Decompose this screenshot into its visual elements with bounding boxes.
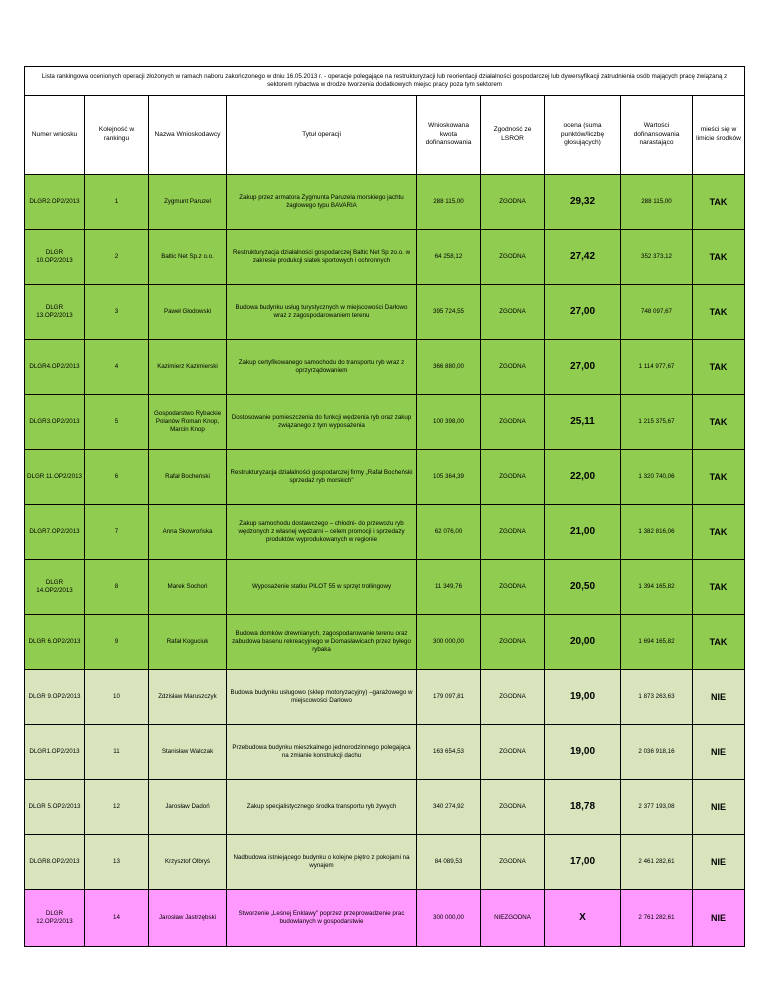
cell-ocena: 20,50 <box>545 560 621 615</box>
cell-ocena: 27,42 <box>545 230 621 285</box>
cell-wnioskodawca: Zygmunt Paruzel <box>149 175 227 230</box>
cell-kolejnosc: 7 <box>85 505 149 560</box>
cell-ocena: 17,00 <box>545 835 621 890</box>
cell-tytul-operacji: Zakup samochodu dostawczego – chłodni- do przewozu ryb wędzonych z własnej wędzarni – celem promocji i sprzedaży produktów wyprodukowanych w regionie <box>227 505 417 560</box>
cell-wnioskodawca: Kazimierz Kazimierski <box>149 340 227 395</box>
cell-tytul-operacji: Budowa budynku usług turystycznych w miejscowości Darłowo wraz z zagospodarowaniem terenu <box>227 285 417 340</box>
cell-narastajaco: 1 694 165,82 <box>621 615 693 670</box>
cell-tytul-operacji: Przebudowa budynku mieszkalnego jednorodzinnego polegająca na zmianie konstrukcji dachu <box>227 725 417 780</box>
cell-numer-wniosku: DLGR 9.OP2/2013 <box>25 670 85 725</box>
cell-wnioskodawca: Rafał Koguciuk <box>149 615 227 670</box>
header-numer-wniosku: Numer wniosku <box>25 96 85 175</box>
cell-wnioskodawca: Paweł Głodowski <box>149 285 227 340</box>
table-row <box>25 395 745 450</box>
cell-ocena: 21,00 <box>545 505 621 560</box>
cell-kolejnosc: 14 <box>85 890 149 947</box>
cell-kolejnosc: 4 <box>85 340 149 395</box>
cell-numer-wniosku: DLGR 12.OP2/2013 <box>25 890 85 947</box>
cell-ocena: 29,32 <box>545 175 621 230</box>
cell-tytul-operacji: Restrukturyzacja działalności gospodarczej Baltic Net Sp zo.o. w zakresie produkcji siatek sportowych i ochronnych <box>227 230 417 285</box>
cell-wnioskodawca: Jarosław Jastrzębski <box>149 890 227 947</box>
header-row <box>25 96 745 175</box>
header-zgodnosc: Zgodność ze LSROR <box>481 96 545 175</box>
header-wnioskowana-kwota: Wnioskowana kwota dofinansowania <box>417 96 481 175</box>
cell-kolejnosc: 8 <box>85 560 149 615</box>
cell-wnioskodawca: Zdzisław Maruszczyk <box>149 670 227 725</box>
table-row <box>25 780 745 835</box>
cell-kolejnosc: 11 <box>85 725 149 780</box>
cell-ocena: 20,00 <box>545 615 621 670</box>
cell-kolejnosc: 5 <box>85 395 149 450</box>
cell-limit: NIE <box>693 835 745 890</box>
cell-narastajaco: 1 382 816,06 <box>621 505 693 560</box>
table-row <box>25 890 745 947</box>
header-wartosci-narastajaco: Wartości dofinansowania narastająco <box>621 96 693 175</box>
cell-wnioskodawca: Krzysztof Olbryś <box>149 835 227 890</box>
cell-limit: NIE <box>693 780 745 835</box>
cell-narastajaco: 288 115,00 <box>621 175 693 230</box>
cell-zgodnosc: ZGODNA <box>481 835 545 890</box>
table-row <box>25 175 745 230</box>
cell-limit: NIE <box>693 670 745 725</box>
cell-limit: TAK <box>693 505 745 560</box>
cell-ocena: 18,78 <box>545 780 621 835</box>
cell-narastajaco: 1 114 977,67 <box>621 340 693 395</box>
cell-kwota: 288 115,00 <box>417 175 481 230</box>
cell-zgodnosc: ZGODNA <box>481 670 545 725</box>
cell-limit: NIE <box>693 890 745 947</box>
table-row <box>25 835 745 890</box>
cell-wnioskodawca: Anna Skowrońska <box>149 505 227 560</box>
cell-kwota: 163 654,53 <box>417 725 481 780</box>
cell-ocena: X <box>545 890 621 947</box>
cell-kwota: 64 258,12 <box>417 230 481 285</box>
cell-numer-wniosku: DLGR 5.OP2/2013 <box>25 780 85 835</box>
cell-zgodnosc: ZGODNA <box>481 725 545 780</box>
cell-kwota: 300 000,00 <box>417 890 481 947</box>
cell-zgodnosc: ZGODNA <box>481 560 545 615</box>
table-row <box>25 230 745 285</box>
cell-kwota: 340 274,92 <box>417 780 481 835</box>
cell-narastajaco: 1 215 375,67 <box>621 395 693 450</box>
table-title: Lista rankingowa ocenionych operacji złożonych w ramach naboru zakończonego w dniu 16.05.2013 r. - operacje polegające na restrukturyzacji lub reorientacji działalności gospodarczej lub dywersyfikacji zatrudnienia osób mających pracę związaną z sektorem rybactwa w drodze tworzenia dodatkowych miejsc pracy poza tym sektorem <box>25 67 745 96</box>
cell-kolejnosc: 3 <box>85 285 149 340</box>
cell-numer-wniosku: DLGR3.OP2/2013 <box>25 395 85 450</box>
cell-limit: TAK <box>693 560 745 615</box>
cell-zgodnosc: ZGODNA <box>481 615 545 670</box>
cell-narastajaco: 2 036 918,16 <box>621 725 693 780</box>
cell-kwota: 395 724,55 <box>417 285 481 340</box>
header-kolejnosc: Kolejność w rankingu <box>85 96 149 175</box>
cell-zgodnosc: ZGODNA <box>481 175 545 230</box>
cell-ocena: 19,00 <box>545 670 621 725</box>
cell-kolejnosc: 9 <box>85 615 149 670</box>
cell-zgodnosc: ZGODNA <box>481 505 545 560</box>
cell-tytul-operacji: Wyposażenie statku PILOT 55 w sprzęt trollingowy <box>227 560 417 615</box>
cell-wnioskodawca: Marek Sochoń <box>149 560 227 615</box>
cell-kwota: 84 089,53 <box>417 835 481 890</box>
cell-tytul-operacji: Nadbudowa istniejącego budynku o kolejne piętro z pokojami na wynajem <box>227 835 417 890</box>
cell-narastajaco: 1 320 740,06 <box>621 450 693 505</box>
header-limit: mieści się w limicie środków <box>693 96 745 175</box>
cell-kolejnosc: 2 <box>85 230 149 285</box>
cell-kwota: 179 097,81 <box>417 670 481 725</box>
cell-kwota: 366 880,00 <box>417 340 481 395</box>
cell-wnioskodawca: Baltic Net Sp.z o.o. <box>149 230 227 285</box>
cell-numer-wniosku: DLGR2.OP2/2013 <box>25 175 85 230</box>
cell-tytul-operacji: Zakup certyfikowanego samochodu do transportu ryb wraz z oprzyrządowaniem <box>227 340 417 395</box>
cell-narastajaco: 352 373,12 <box>621 230 693 285</box>
cell-numer-wniosku: DLGR1.OP2/2013 <box>25 725 85 780</box>
cell-kolejnosc: 1 <box>85 175 149 230</box>
cell-kolejnosc: 12 <box>85 780 149 835</box>
table-row <box>25 725 745 780</box>
cell-tytul-operacji: Zakup specjalistycznego środka transportu ryb żywych <box>227 780 417 835</box>
table-row <box>25 560 745 615</box>
cell-numer-wniosku: DLGR 14.OP2/2013 <box>25 560 85 615</box>
table-row <box>25 340 745 395</box>
cell-tytul-operacji: Budowa budynku usługowo (sklep motoryzacyjny) –garażowego w miejscowości Darłowo <box>227 670 417 725</box>
cell-narastajaco: 748 097,67 <box>621 285 693 340</box>
cell-ocena: 22,00 <box>545 450 621 505</box>
table-row <box>25 285 745 340</box>
cell-numer-wniosku: DLGR 10.OP2/2013 <box>25 230 85 285</box>
cell-wnioskodawca: Jarosław Dadoń <box>149 780 227 835</box>
header-ocena: ocena (suma punktów/liczbę głosujących) <box>545 96 621 175</box>
cell-tytul-operacji: Zakup przez armatora Zygmunta Paruzela morskiego jachtu żaglowego typu BAVARIA <box>227 175 417 230</box>
cell-narastajaco: 1 394 165,82 <box>621 560 693 615</box>
cell-wnioskodawca: Stanisław Walczak <box>149 725 227 780</box>
cell-numer-wniosku: DLGR7.OP2/2013 <box>25 505 85 560</box>
cell-limit: TAK <box>693 395 745 450</box>
cell-zgodnosc: ZGODNA <box>481 285 545 340</box>
cell-narastajaco: 2 761 282,61 <box>621 890 693 947</box>
cell-kwota: 300 000,00 <box>417 615 481 670</box>
cell-kolejnosc: 10 <box>85 670 149 725</box>
table-row <box>25 615 745 670</box>
ranking-table <box>24 66 745 947</box>
cell-numer-wniosku: DLGR 11.OP2/2013 <box>25 450 85 505</box>
cell-zgodnosc: ZGODNA <box>481 230 545 285</box>
cell-kolejnosc: 6 <box>85 450 149 505</box>
cell-numer-wniosku: DLGR4.OP2/2013 <box>25 340 85 395</box>
cell-numer-wniosku: DLGR 13.OP2/2013 <box>25 285 85 340</box>
cell-limit: TAK <box>693 230 745 285</box>
cell-ocena: 25,11 <box>545 395 621 450</box>
table-row <box>25 670 745 725</box>
cell-tytul-operacji: Dostosowanie pomieszczenia do funkcji wędzenia ryb oraz zakup związanego z tym wyposażenia <box>227 395 417 450</box>
cell-zgodnosc: ZGODNA <box>481 395 545 450</box>
cell-wnioskodawca: Rafał Bocheński <box>149 450 227 505</box>
cell-ocena: 27,00 <box>545 285 621 340</box>
cell-tytul-operacji: Budowa domków drewnianych, zagospodarowanie terenu oraz zabudowa basenu rekreacyjnego w Domasławicach przez byłego rybaka <box>227 615 417 670</box>
cell-zgodnosc: ZGODNA <box>481 780 545 835</box>
cell-limit: NIE <box>693 725 745 780</box>
header-nazwa-wnioskodawcy: Nazwa Wnioskodawcy <box>149 96 227 175</box>
cell-ocena: 19,00 <box>545 725 621 780</box>
header-tytul-operacji: Tytuł operacji <box>227 96 417 175</box>
cell-tytul-operacji: Stworzenie „Leśnej Enklawy" poprzez przeprowadzenie prac budowlanych w gospodarstwie <box>227 890 417 947</box>
cell-zgodnosc: ZGODNA <box>481 450 545 505</box>
cell-kwota: 105 364,39 <box>417 450 481 505</box>
cell-wnioskodawca: Gospodarstwo Rybackie Polanów Roman Knop, Marcin Knop <box>149 395 227 450</box>
cell-zgodnosc: NIEZGODNA <box>481 890 545 947</box>
cell-numer-wniosku: DLGR 6.OP2/2013 <box>25 615 85 670</box>
table-row <box>25 450 745 505</box>
cell-limit: TAK <box>693 285 745 340</box>
cell-zgodnosc: ZGODNA <box>481 340 545 395</box>
cell-limit: TAK <box>693 615 745 670</box>
cell-numer-wniosku: DLGR8.OP2/2013 <box>25 835 85 890</box>
table-row <box>25 505 745 560</box>
cell-narastajaco: 2 461 282,61 <box>621 835 693 890</box>
cell-limit: TAK <box>693 175 745 230</box>
cell-kolejnosc: 13 <box>85 835 149 890</box>
cell-kwota: 62 076,00 <box>417 505 481 560</box>
cell-limit: TAK <box>693 450 745 505</box>
cell-kwota: 100 398,00 <box>417 395 481 450</box>
cell-narastajaco: 2 377 193,08 <box>621 780 693 835</box>
cell-ocena: 27,00 <box>545 340 621 395</box>
cell-narastajaco: 1 873 263,63 <box>621 670 693 725</box>
cell-tytul-operacji: Restrukturyzacja działalności gospodarczej firmy „Rafał Bocheński sprzedaż ryb morskich" <box>227 450 417 505</box>
cell-kwota: 11 349,76 <box>417 560 481 615</box>
cell-limit: TAK <box>693 340 745 395</box>
